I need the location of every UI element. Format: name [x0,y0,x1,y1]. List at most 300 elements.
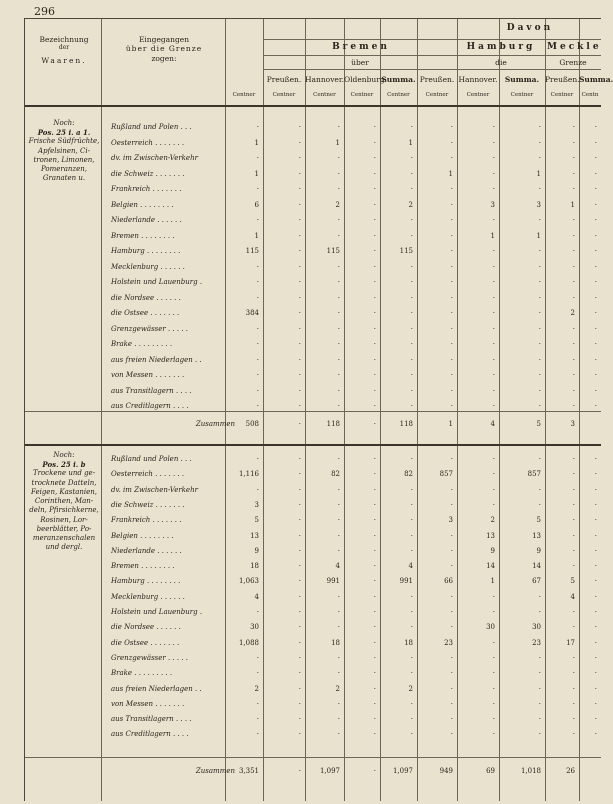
country-label: Rußland und Polen . . . [111,123,192,131]
value-cell: · [538,730,541,739]
value-cell: · [572,485,575,494]
value-cell: · [298,231,301,240]
value-cell: · [594,485,597,494]
value-cell: · [538,402,541,410]
value-cell: 4 [570,592,575,601]
value-cell: 30 [486,623,495,632]
value-cell: 4 [254,592,259,601]
value-cell: · [450,730,453,739]
value-cell: 1 [536,231,541,240]
value-cell: 115 [245,247,259,255]
value-cell: · [373,653,376,662]
value-cell: · [572,653,575,662]
value-cell: · [410,371,413,379]
table-row [25,685,601,699]
goods-description-1: Noch: Pos. 25 i. a 1. Frische Südfrüchte, Apfelsinen, Ci- tronen, Limonen, Pomeranzen, Granaten u. [28,119,100,183]
value-cell: · [337,293,340,302]
total-cell: 118 [399,420,413,428]
value-cell: · [373,470,376,479]
table-row [25,371,601,385]
value-cell: · [492,470,495,479]
value-cell: · [373,531,376,540]
country-label: die Nordsee . . . . . . [111,623,181,632]
country-label: aus Transitlagern . . . . [111,386,192,395]
value-cell: · [492,592,495,601]
goods-description-2: Noch: Pos. 25 i. b Trockene und ge- trocknete Datteln, Feigen, Kastanien, Corinthen, Man- deln, Pfirsichkerne, Rosinen, Lor- beerblätter, Po- meranzenschalen und dergl. [29,451,99,552]
table-row [25,247,601,261]
value-cell: · [298,715,301,724]
value-cell: · [450,324,453,333]
section-rule [25,444,601,446]
value-cell: · [410,730,413,739]
value-cell: · [450,355,453,364]
subheader-hannover: Hannover. [458,75,498,84]
header-die: die [495,58,507,67]
value-cell: · [337,231,340,240]
value-cell: · [373,546,376,555]
value-cell: · [256,485,259,494]
value-cell: · [256,278,259,286]
total-cell: 1,018 [520,767,541,775]
total-cell: 118 [326,420,340,428]
subheader-preussen: Preußen. [266,75,302,84]
value-cell: · [572,562,575,571]
country-label: Frankreich . . . . . . . [111,185,182,193]
value-cell: · [594,730,597,739]
value-cell: · [337,355,340,364]
value-cell: · [256,154,259,162]
total-cell: · [298,420,301,428]
value-cell: · [373,623,376,632]
value-cell: · [256,730,259,739]
value-cell: · [298,638,301,647]
value-cell: 13 [250,531,259,540]
value-cell: · [337,546,340,555]
country-label: Mecklenburg . . . . . . [111,262,185,271]
value-cell: · [450,262,453,271]
value-cell: 1 [254,231,259,240]
value-cell: 3 [536,200,541,209]
value-cell: · [572,355,575,364]
country-label: dv. im Zwischen-Verkehr [111,485,198,494]
value-cell: · [337,669,340,678]
value-cell: 857 [439,470,453,479]
value-cell: · [373,715,376,724]
value-cell: · [594,577,597,586]
value-cell: · [410,154,413,162]
value-cell: · [572,500,575,509]
value-cell: · [256,715,259,724]
value-cell: · [594,247,597,255]
country-label: Bremen . . . . . . . . [111,231,175,240]
value-cell: · [298,531,301,540]
value-cell: · [492,154,495,162]
country-label: Oesterreich . . . . . . . [111,470,185,479]
country-label: Holstein und Lauenburg . [111,608,203,616]
value-cell: · [594,309,597,317]
header-rule [263,55,601,56]
value-cell: · [594,638,597,647]
value-cell: · [594,500,597,509]
value-cell: · [256,216,259,224]
value-cell: 857 [527,470,541,479]
country-label: aus freien Niederlagen . . [111,355,202,364]
value-cell: · [450,231,453,240]
subheader-oldenburg: Oldenburg. [344,75,388,84]
table-row [25,700,601,714]
value-cell: · [450,138,453,147]
value-cell: · [450,592,453,601]
value-cell: · [450,608,453,616]
value-cell: · [450,154,453,162]
value-cell: · [337,324,340,333]
value-cell: · [298,500,301,509]
table-row [25,547,601,561]
table-row [25,486,601,500]
value-cell: · [572,123,575,131]
table-row [25,170,601,184]
value-cell: · [337,371,340,379]
total-label: Zusammen [195,420,235,428]
value-cell: 82 [331,470,340,479]
country-label: Grenzgewässer . . . . . [111,653,188,662]
value-cell: · [256,262,259,271]
unit-label: Centner [350,92,374,98]
value-cell: · [492,247,495,255]
value-cell: · [594,185,597,193]
subheader-preussen: Preußen. [419,75,455,84]
value-cell: · [492,371,495,379]
value-cell: · [450,623,453,632]
value-cell: · [594,324,597,333]
country-label: Hamburg . . . . . . . . [111,247,181,255]
value-cell: · [298,371,301,379]
table-row [25,216,601,230]
value-cell: · [373,402,376,410]
value-cell: · [298,699,301,708]
table-row [25,516,601,530]
value-cell: · [594,562,597,571]
value-cell: · [572,531,575,540]
value-cell: · [572,684,575,693]
value-cell: · [572,278,575,286]
value-cell: · [492,309,495,317]
value-cell: · [450,309,453,317]
total-cell: · [298,767,301,775]
value-cell: · [298,169,301,178]
value-cell: 9 [254,546,259,555]
value-cell: · [538,608,541,616]
value-cell: · [337,500,340,509]
value-cell: · [538,293,541,302]
value-cell: 384 [245,309,259,317]
value-cell: · [450,293,453,302]
value-cell: · [450,123,453,131]
value-cell: · [450,546,453,555]
value-cell: 1 [448,169,453,178]
value-cell: · [492,684,495,693]
value-cell: · [538,371,541,379]
value-cell: · [373,371,376,379]
value-cell: · [337,402,340,410]
value-cell: · [594,293,597,302]
total-cell: · [373,767,376,775]
value-cell: · [256,340,259,348]
subheader-hannover: Hannover. [305,75,345,84]
value-cell: · [450,247,453,255]
table-row [25,639,601,653]
subheader-summa: Summa. [504,75,540,84]
value-cell: · [538,355,541,364]
table-row [25,593,601,607]
table-row [25,232,601,246]
value-cell: · [538,500,541,509]
value-cell: · [572,247,575,255]
value-cell: · [492,485,495,494]
value-cell: · [410,340,413,348]
value-cell: · [373,592,376,601]
value-cell: · [298,623,301,632]
value-cell: · [256,699,259,708]
value-cell: · [410,669,413,678]
value-cell: · [298,200,301,209]
value-cell: · [373,231,376,240]
value-cell: · [337,386,340,395]
value-cell: · [594,169,597,178]
value-cell: 82 [404,470,413,479]
value-cell: · [298,653,301,662]
country-label: Rußland und Polen . . . [111,455,192,463]
value-cell: · [572,169,575,178]
value-cell: · [594,531,597,540]
table-row [25,669,601,683]
value-cell: · [298,577,301,586]
value-cell: · [337,516,340,525]
total-cell: 1,097 [319,767,340,775]
unit-label: Centner [313,92,336,98]
value-cell: · [594,138,597,147]
value-cell: · [373,154,376,162]
value-cell: 18 [404,638,413,647]
table-row [25,201,601,215]
unit-label: Centner [232,92,256,98]
value-cell: · [492,324,495,333]
value-cell: · [594,340,597,348]
value-cell: 5 [536,516,541,525]
value-cell: 18 [250,562,259,571]
value-cell: · [298,562,301,571]
value-cell: · [373,247,376,255]
value-cell: · [256,653,259,662]
value-cell: · [450,669,453,678]
value-cell: · [450,371,453,379]
country-label: von Messen . . . . . . . [111,371,185,379]
value-cell: · [492,455,495,463]
value-cell: · [337,730,340,739]
value-cell: · [298,123,301,131]
value-cell: 13 [486,531,495,540]
value-cell: · [298,730,301,739]
value-cell: · [572,715,575,724]
value-cell: · [410,262,413,271]
value-cell: 115 [399,247,413,255]
value-cell: 2 [408,200,413,209]
value-cell: · [572,699,575,708]
header-rule [263,39,601,40]
value-cell: · [538,138,541,147]
value-cell: · [298,592,301,601]
value-cell: · [298,309,301,317]
total-cell: 5 [536,420,541,428]
country-label: von Messen . . . . . . . [111,699,185,708]
value-cell: · [298,324,301,333]
table-row [25,623,601,637]
value-cell: · [373,730,376,739]
country-label: die Schweiz . . . . . . . [111,500,185,509]
value-cell: · [410,169,413,178]
value-cell: · [298,470,301,479]
value-cell: · [373,185,376,193]
table-row [25,356,601,370]
value-cell: · [373,216,376,224]
value-cell: · [594,684,597,693]
value-cell: 1 [408,138,413,147]
value-cell: · [572,138,575,147]
value-cell: · [572,371,575,379]
value-cell: · [410,402,413,410]
value-cell: · [410,123,413,131]
country-label: die Schweiz . . . . . . . [111,169,185,178]
value-cell: · [298,402,301,410]
table-row [25,139,601,153]
table-row [25,309,601,323]
table-row [25,402,601,416]
table-row [25,470,601,484]
country-label: aus Transitlagern . . . . [111,715,192,724]
value-cell: · [492,500,495,509]
country-label: Brake . . . . . . . . . [111,669,173,678]
value-cell: · [298,216,301,224]
value-cell: · [594,386,597,395]
value-cell: 115 [326,247,340,255]
value-cell: · [594,200,597,209]
value-cell: · [594,262,597,271]
value-cell: · [538,699,541,708]
total-label: Zusammen [195,767,235,775]
value-cell: · [298,154,301,162]
value-cell: 3 [254,500,259,509]
value-cell: · [572,402,575,410]
total-cell: 949 [439,767,453,775]
value-cell: · [594,371,597,379]
value-cell: · [450,531,453,540]
value-cell: · [337,608,340,616]
value-cell: 23 [532,638,541,647]
value-cell: · [492,169,495,178]
value-cell: 3 [490,200,495,209]
value-cell: 18 [331,638,340,647]
value-cell: · [410,455,413,463]
value-cell: · [538,592,541,601]
value-cell: · [410,185,413,193]
value-cell: · [298,455,301,463]
value-cell: · [337,169,340,178]
value-cell: · [594,154,597,162]
value-cell: · [337,340,340,348]
value-cell: · [298,278,301,286]
value-cell: · [373,699,376,708]
table-row [25,577,601,591]
total-cell: 26 [566,767,575,775]
value-cell: · [538,154,541,162]
value-cell: · [410,309,413,317]
value-cell: · [410,500,413,509]
country-label: Holstein und Lauenburg . [111,278,203,286]
country-label: Mecklenburg . . . . . . [111,592,185,601]
country-label: die Nordsee . . . . . . [111,293,181,302]
value-cell: · [594,669,597,678]
value-cell: · [410,355,413,364]
value-cell: · [256,123,259,131]
country-label: Niederlande . . . . . . [111,216,182,224]
value-cell: · [410,653,413,662]
value-cell: · [594,715,597,724]
total-cell: 1 [448,420,453,428]
value-cell: 2 [490,516,495,525]
value-cell: · [572,262,575,271]
value-cell: 1,088 [238,638,259,647]
value-cell: · [337,485,340,494]
value-cell: · [450,455,453,463]
value-cell: · [594,516,597,525]
header-entries: Eingegangen über die Grenze zogen: [125,35,203,63]
country-label: dv. im Zwischen-Verkehr [111,154,198,162]
table-row [25,294,601,308]
value-cell: · [410,278,413,286]
value-cell: · [337,278,340,286]
subheader-summa: Summa. [579,75,613,84]
country-label: die Ostsee . . . . . . . [111,638,180,647]
value-cell: · [373,324,376,333]
unit-label: Centner [425,92,449,98]
value-cell: · [450,185,453,193]
header-rule [263,69,601,70]
value-cell: · [337,123,340,131]
value-cell: 1,116 [238,470,259,479]
value-cell: 66 [444,577,453,586]
table-row [25,154,601,168]
value-cell: · [492,185,495,193]
value-cell: · [492,216,495,224]
value-cell: · [492,730,495,739]
value-cell: · [337,715,340,724]
value-cell: · [337,455,340,463]
table-row [25,340,601,354]
value-cell: · [298,485,301,494]
value-cell: · [373,684,376,693]
value-cell: · [298,185,301,193]
value-cell: · [298,138,301,147]
value-cell: · [298,386,301,395]
value-cell: · [450,562,453,571]
country-label: Niederlande . . . . . . [111,546,182,555]
value-cell: · [373,638,376,647]
value-cell: · [538,386,541,395]
table-row [25,730,601,744]
table-row [25,455,601,469]
value-cell: · [256,608,259,616]
value-cell: · [373,340,376,348]
